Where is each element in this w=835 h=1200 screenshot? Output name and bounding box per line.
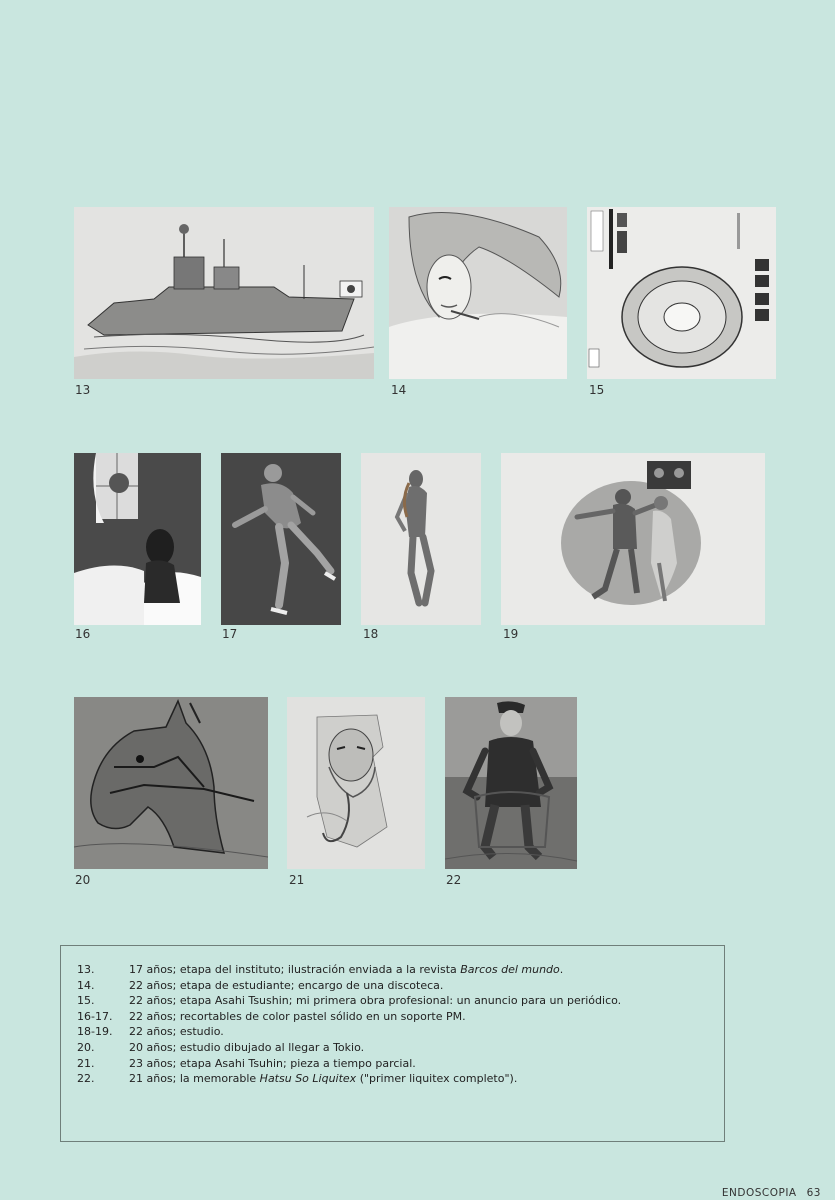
caption-box xyxy=(60,945,725,1142)
standing-figure-cutout-icon xyxy=(361,453,481,625)
caption-text: 22 años; recortables de color pastel sólido en un soporte PM. xyxy=(129,1009,466,1023)
caption-text: 17 años; etapa del instituto; ilustración enviada a la revista Barcos del mundo. xyxy=(129,963,564,976)
caption-number: 20. xyxy=(77,1040,95,1054)
caption-row xyxy=(77,1024,710,1040)
figure-17-number: 17 xyxy=(222,627,238,641)
horse-head-drawing-icon xyxy=(74,697,268,869)
figure-17 xyxy=(221,453,341,625)
caption-number: 15. xyxy=(77,994,95,1008)
caption-number: 16-17. xyxy=(77,1009,113,1023)
warship-illustration-icon xyxy=(74,207,374,379)
caption-number: 14. xyxy=(77,978,95,992)
figure-13-number: 13 xyxy=(75,383,91,397)
figure-15 xyxy=(587,207,776,379)
caption-text: 22 años; etapa Asahi Tsushin; mi primera obra profesional: un anuncio para un periódico. xyxy=(129,994,622,1008)
figure-18-number: 18 xyxy=(363,627,379,641)
caption-number: 18-19. xyxy=(77,1025,113,1039)
caption-text: 23 años; etapa Asahi Tsuhin; pieza a tiempo parcial. xyxy=(129,1056,416,1070)
figure-14-number: 14 xyxy=(391,383,407,397)
figure-14 xyxy=(389,207,567,379)
dancing-couple-circle-icon xyxy=(501,453,765,625)
figure-20 xyxy=(74,697,268,869)
caption-row xyxy=(77,993,710,1009)
old-man-portrait-icon xyxy=(287,697,425,869)
caption-row xyxy=(77,1009,710,1025)
figure-16 xyxy=(74,453,201,625)
figure-22 xyxy=(445,697,577,869)
caption-row xyxy=(77,978,710,994)
whisky-barrel-advertisement-icon xyxy=(587,207,776,379)
caption-text: 22 años; etapa de estudiante; encargo de una discoteca. xyxy=(129,978,444,992)
caption-row xyxy=(77,1071,710,1087)
ice-skater-cutout-icon xyxy=(221,453,341,625)
caption-text: 22 años; estudio. xyxy=(129,1025,224,1039)
seated-man-painting-icon xyxy=(445,697,577,869)
caption-number: 22. xyxy=(77,1072,95,1086)
figure-22-number: 22 xyxy=(446,873,462,887)
figure-15-number: 15 xyxy=(589,383,605,397)
figure-20-number: 20 xyxy=(75,873,91,887)
woman-at-window-cutout-icon xyxy=(74,453,201,625)
figure-19-number: 19 xyxy=(503,627,519,641)
caption-row xyxy=(77,962,710,978)
figure-21-number: 21 xyxy=(289,873,305,887)
page-footer xyxy=(722,1187,821,1199)
caption-number: 13. xyxy=(77,963,95,976)
figure-18 xyxy=(361,453,481,625)
page-number: 63 xyxy=(806,1187,821,1199)
caption-text: 21 años; la memorable Hatsu So Liquitex ("primer liquitex completo"). xyxy=(129,1072,518,1086)
figure-19 xyxy=(501,453,765,625)
figure-13 xyxy=(74,207,374,379)
caption-text: 20 años; estudio dibujado al llegar a Tokio. xyxy=(129,1040,365,1054)
section-title: ENDOSCOPIA xyxy=(721,1187,797,1199)
woman-portrait-illustration-icon xyxy=(389,207,567,379)
caption-row xyxy=(77,1056,710,1072)
figure-16-number: 16 xyxy=(75,627,91,641)
caption-number: 21. xyxy=(77,1056,95,1070)
figure-21 xyxy=(287,697,425,869)
caption-row xyxy=(77,1040,710,1056)
